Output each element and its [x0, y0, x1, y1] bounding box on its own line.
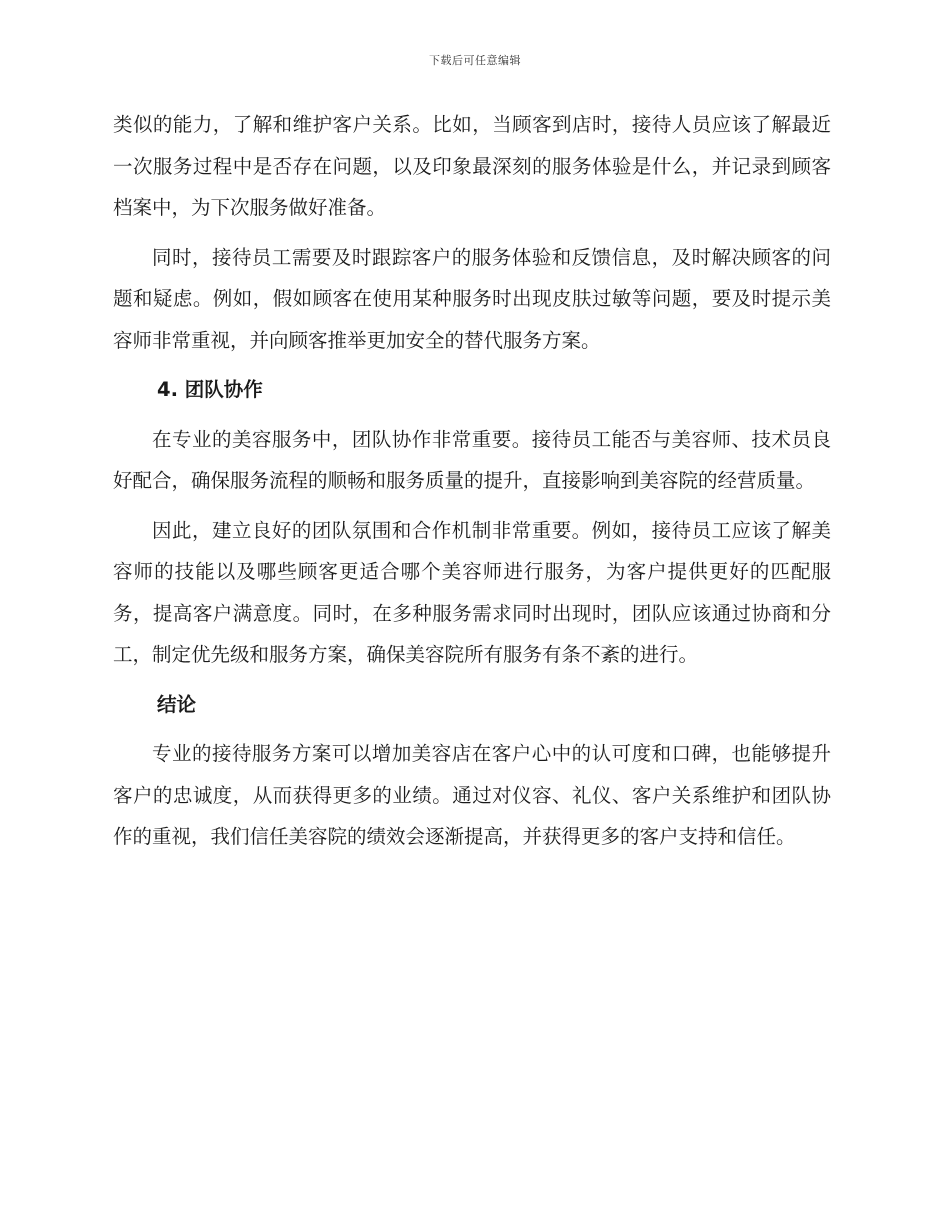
paragraph-customer-relationship: 类似的能力，了解和维护客户关系。比如，当顾客到店时，接待人员应该了解最近一次服务过程中是否存在问题，以及印象最深刻的服务体验是什么，并记录到顾客档案中，为下次服务做好准备。 [113, 113, 831, 219]
page-header: 下载后可任意编辑 [429, 54, 521, 67]
paragraph-conclusion: 专业的接待服务方案可以增加美容店在客户心中的认可度和口碑，也能够提升客户的忠诚度，从而获得更多的业绩。通过对仪容、礼仪、客户关系维护和团队协作的重视，我们信任美容院的绩效会逐渐提高，并获得更多的客户支持和信任。 [113, 742, 831, 848]
paragraph-teamwork-importance: 在专业的美容服务中，团队协作非常重要。接待员工能否与美容师、技术员良好配合，确保服务流程的顺畅和服务质量的提升，直接影响到美容院的经营质量。 [113, 427, 831, 492]
document-body [113, 104, 831, 866]
section-heading-teamwork: 4. 团队协作 [157, 378, 263, 401]
section-heading-conclusion: 结论 [157, 692, 197, 716]
paragraph-team-atmosphere: 因此，建立良好的团队氛围和合作机制非常重要。例如，接待员工应该了解美容师的技能以及哪些顾客更适合哪个美容师进行服务，为客户提供更好的匹配服务，提高客户满意度。同时，在多种服务需求同时出现时，团队应该通过协商和分工，制定优先级和服务方案，确保美容院所有服务有条不紊的进行。 [113, 518, 831, 666]
paragraph-feedback-tracking: 同时，接待员工需要及时跟踪客户的服务体验和反馈信息，及时解决顾客的问题和疑虑。例如，假如顾客在使用某种服务时出现皮肤过敏等问题，要及时提示美容师非常重视，并向顾客推举更加安全的替代服务方案。 [113, 245, 831, 352]
